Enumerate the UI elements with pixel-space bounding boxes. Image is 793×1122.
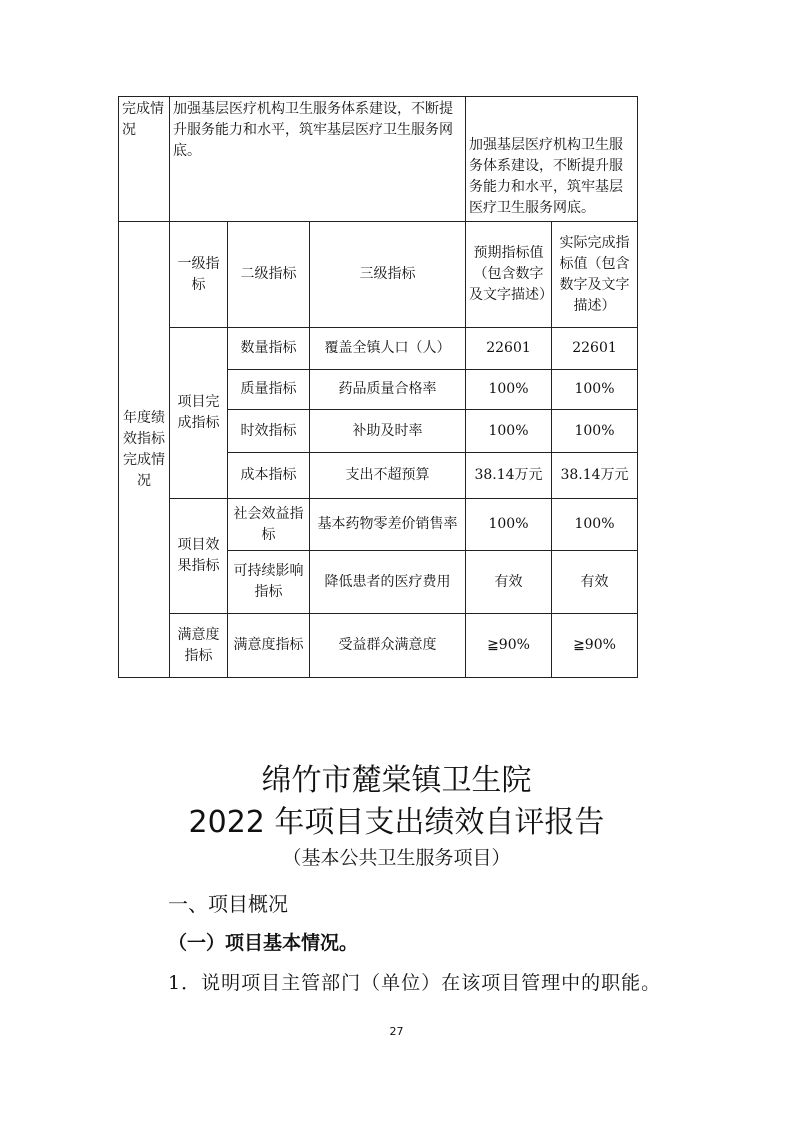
row-level2: 满意度指标 bbox=[228, 614, 310, 678]
row-level3: 基本药物零差价销售率 bbox=[310, 499, 466, 551]
row-expected: 有效 bbox=[466, 551, 552, 614]
row-actual: 22601 bbox=[552, 328, 638, 370]
row-level2: 质量指标 bbox=[228, 370, 310, 410]
group-satisfaction: 满意度指标 bbox=[170, 614, 228, 678]
row-level2: 社会效益指标 bbox=[228, 499, 310, 551]
completion-actual: 加强基层医疗机构卫生服务体系建设，不断提升服务能力和水平，筑牢基层医疗卫生服务网底。 bbox=[466, 97, 638, 222]
table-row bbox=[119, 328, 638, 370]
row-level2: 可持续影响指标 bbox=[228, 551, 310, 614]
header-level3: 三级指标 bbox=[310, 222, 466, 328]
row-expected: ≧90% bbox=[466, 614, 552, 678]
row-level2: 时效指标 bbox=[228, 410, 310, 453]
row-expected: 100% bbox=[466, 499, 552, 551]
row-level3: 补助及时率 bbox=[310, 410, 466, 453]
header-level1: 一级指标 bbox=[170, 222, 228, 328]
report-title-line2: 2022 年项目支出绩效自评报告 bbox=[188, 805, 605, 840]
row-actual: 38.14万元 bbox=[552, 453, 638, 499]
group-output: 项目完成指标 bbox=[170, 328, 228, 499]
row-expected: 100% bbox=[466, 370, 552, 410]
row-actual: 有效 bbox=[552, 551, 638, 614]
row-expected: 100% bbox=[466, 410, 552, 453]
row-expected: 22601 bbox=[466, 328, 552, 370]
subsection-heading: （一）项目基本情况。 bbox=[168, 932, 359, 954]
body-paragraph: 1．说明项目主管部门（单位）在该项目管理中的职能。 bbox=[168, 972, 662, 994]
row-level2: 数量指标 bbox=[228, 328, 310, 370]
row-level3: 药品质量合格率 bbox=[310, 370, 466, 410]
row-actual: ≧90% bbox=[552, 614, 638, 678]
row-level2: 成本指标 bbox=[228, 453, 310, 499]
row-level3: 支出不超预算 bbox=[310, 453, 466, 499]
report-subtitle: （基本公共卫生服务项目） bbox=[282, 847, 511, 869]
table-row bbox=[119, 499, 638, 551]
completion-planned: 加强基层医疗机构卫生服务体系建设，不断提升服务能力和水平，筑牢基层医疗卫生服务网底。 bbox=[170, 97, 466, 222]
performance-table bbox=[118, 96, 638, 678]
section-heading: 一、项目概况 bbox=[168, 892, 288, 916]
row-actual: 100% bbox=[552, 410, 638, 453]
completion-label: 完成情况 bbox=[119, 97, 170, 222]
table-row bbox=[119, 614, 638, 678]
row-actual: 100% bbox=[552, 499, 638, 551]
header-expected: 预期指标值（包含数字及文字描述） bbox=[466, 222, 552, 328]
row-level3: 覆盖全镇人口（人） bbox=[310, 328, 466, 370]
group-effect: 项目效果指标 bbox=[170, 499, 228, 614]
row-level3: 降低患者的医疗费用 bbox=[310, 551, 466, 614]
header-level2: 二级指标 bbox=[228, 222, 310, 328]
report-title-line1: 绵竹市麓棠镇卫生院 bbox=[261, 763, 532, 798]
row-level3: 受益群众满意度 bbox=[310, 614, 466, 678]
row-actual: 100% bbox=[552, 370, 638, 410]
page-number: 27 bbox=[389, 1025, 404, 1038]
header-actual: 实际完成指标值（包含数字及文字描述） bbox=[552, 222, 638, 328]
annual-indicator-label: 年度绩效指标完成情况 bbox=[119, 222, 170, 678]
row-expected: 38.14万元 bbox=[466, 453, 552, 499]
